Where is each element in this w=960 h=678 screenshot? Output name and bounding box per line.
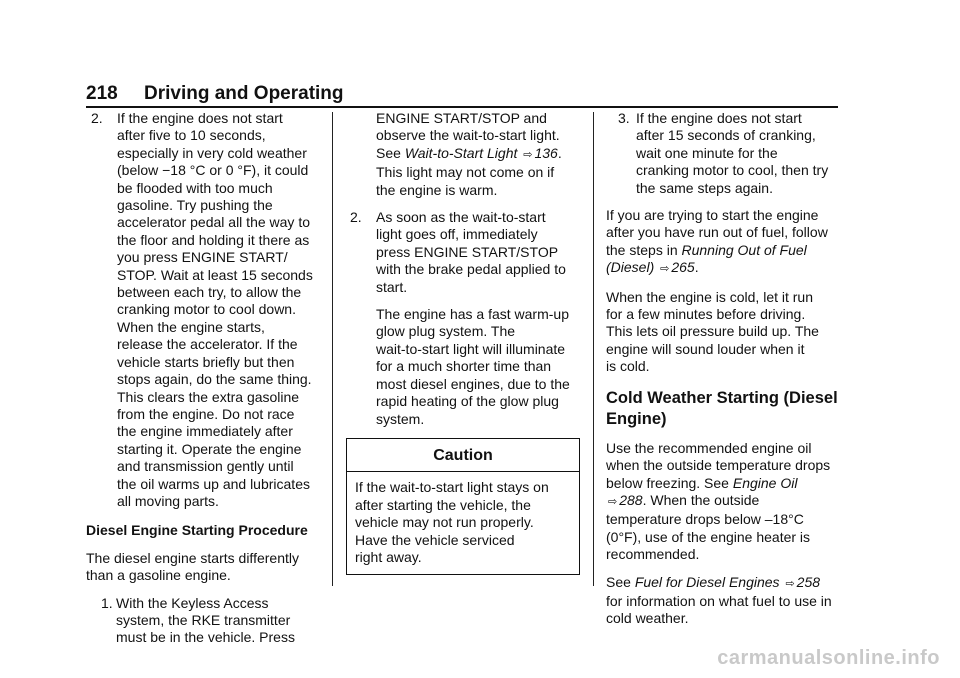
text-line: When the engine starts, [117,318,265,335]
text-line: STOP. Wait at least 15 seconds [117,266,313,283]
text-line: system. [376,410,425,427]
text-line: after 15 seconds of cranking, [636,127,816,144]
text-line: This light may not come on if [376,164,555,181]
text-line: when the outside temperature drops [606,457,831,474]
text-line: wait-to-start light will illuminate [376,340,566,357]
text-line: the floor and holding it there as [117,231,310,248]
text-line: for a few minutes before driving. [606,306,806,323]
text-line: and transmission gently until [117,458,294,475]
text-line: cold weather. [606,610,689,627]
list-item-1-continued [346,110,584,199]
list-number: 2. [350,209,362,226]
page-ref[interactable]: 265 [671,259,695,276]
list-item-2-wait-light [346,209,584,296]
text-line: (0°F), use of the engine heater is [606,528,811,545]
xref-wait-to-start-light[interactable]: Wait-to-Start Light [404,144,518,161]
text-line: observe the wait-to-start light. [376,127,560,144]
text-line: cranking motor to cool down. [117,301,296,318]
text-line: wait one minute for the [636,144,778,161]
diesel-fuel-paragraph [606,574,846,628]
text-line: When the engine is cold, let it run [606,288,814,305]
text-line: with the brake pedal applied to [376,261,566,278]
text-line: stops again, do the same thing. [117,371,312,388]
column-3 [606,110,846,628]
list-item-2-gasoline [87,110,324,510]
engine-oil-paragraph [606,440,846,564]
page-header [86,80,838,108]
text-line: If you are trying to start the engine [606,207,819,224]
text-line: system, the RKE transmitter [116,611,291,628]
text-line: See Fuel for Diesel Engines ⇨ 258 [606,573,821,590]
section-title: Driving and Operating [144,83,344,104]
page-ref-arrow-icon: ⇨ [660,263,670,276]
text-line: engine will sound louder when it [606,340,805,357]
engine-cold-paragraph [606,289,846,376]
text-line: gasoline. Try pushing the [117,197,273,214]
list-item-text [636,110,846,197]
xref-running-out-of-fuel[interactable]: Running Out of Fuel [681,241,807,258]
list-item-text [376,209,584,296]
page-ref[interactable]: 288 [619,491,643,508]
list-item-text [117,110,324,510]
text-line: from the engine. Do not race [117,405,295,422]
text-line: cranking motor to cool, then try [636,162,829,179]
list-number: 2. [91,110,103,126]
text-line: the engine immediately after [117,423,293,440]
text-line: start. [376,278,408,295]
text-line: If the wait-to-start light stays on [355,479,549,496]
text-line: between each try, to allow the [117,284,302,301]
text-line: the same steps again. [636,179,773,196]
page-ref[interactable]: 136 [534,144,558,161]
text-line: This clears the extra gasoline [117,388,300,405]
column-2 [346,110,584,575]
text-line: temperature drops below –18°C [606,511,804,528]
column-1 [86,110,324,647]
text-line: vehicle may not run properly. [355,514,534,531]
list-item-3-retry [606,110,846,197]
text-line: be flooded with too much [117,179,273,196]
text-line: the engine is warm. [376,181,498,198]
text-line: press ENGINE START/STOP [376,243,559,260]
caution-body [347,472,579,574]
text-line: Have the vehicle serviced [355,531,515,548]
text-line: (Diesel) ⇨ 265. [606,259,699,276]
text-line: The engine has a fast warm-up [376,306,569,323]
text-line: Use the recommended engine oil [606,439,812,456]
cold-weather-heading [606,388,846,430]
page-ref-arrow-icon: ⇨ [785,577,795,590]
text-line: most diesel engines, due to the [376,375,570,392]
text-line: the oil warms up and lubricates [117,475,310,492]
text-line: rapid heating of the glow plug [376,393,559,410]
list-number: 3. [618,110,630,126]
text-line: See Wait-to-Start Light ⇨ 136. [376,144,562,161]
text-line: all moving parts. [117,492,219,509]
text-line: As soon as the wait-to-start [376,209,546,226]
text-line: starting it. Operate the engine [117,440,302,457]
list-number: 1. [101,594,113,611]
heading-line: Cold Weather Starting (Diesel [606,388,838,407]
text-line: (below −18 °C or 0 °F), it could [117,162,309,179]
caution-title: Caution [347,439,579,472]
text-line: for information on what fuel to use in [606,592,832,609]
list-item-text [116,595,324,647]
out-of-fuel-paragraph [606,207,846,279]
text-line: must be in the vehicle. Press [116,629,295,646]
xref-fuel-for-diesel[interactable]: Fuel for Diesel Engines [634,573,780,590]
text-line: after starting the vehicle, the [355,496,531,513]
text-line: The diesel engine starts differently [86,549,299,566]
column-divider [593,112,594,586]
text-line: the steps in Running Out of Fuel [606,241,807,258]
text-line: ENGINE START/STOP and [376,110,547,126]
list-item-1-keyless [86,595,324,647]
text-line: If the engine does not start [636,110,802,126]
text-line: If the engine does not start [117,110,283,126]
text-line: recommended. [606,546,700,563]
text-line: accelerator pedal all the way to [117,214,310,231]
text-line: This lets oil pressure build up. The [606,323,819,340]
text-line: light goes off, immediately [376,226,538,243]
caution-box [346,438,580,575]
page-ref-arrow-icon: ⇨ [608,495,618,508]
diesel-procedure-heading: Diesel Engine Starting Procedure [86,522,308,539]
page-ref-arrow-icon: ⇨ [523,148,533,161]
text-line: vehicle starts briefly but then [117,353,295,370]
text-line: right away. [355,548,422,565]
text-line: after you have run out of fuel, follow [606,224,828,241]
text-line: ⇨ 288. When the outside [608,491,760,508]
xref-running-out-of-fuel-cont[interactable]: (Diesel) [606,259,655,276]
page-number: 218 [86,83,118,104]
site-watermark: carmanualsonline.info [717,647,940,669]
heading-line: Engine) [606,409,667,428]
text-line: glow plug system. The [376,323,516,340]
text-line: is cold. [606,358,650,375]
text-line: below freezing. See Engine Oil [606,474,798,491]
page-ref[interactable]: 258 [796,573,821,590]
text-line: release the accelerator. If the [117,336,298,353]
xref-engine-oil[interactable]: Engine Oil [732,474,798,491]
column-divider [332,112,333,586]
text-line: than a gasoline engine. [86,567,231,584]
glow-plug-paragraph [346,306,584,428]
text-line: especially in very cold weather [117,144,307,161]
text-line: for a much shorter time than [376,358,552,375]
text-line: you press ENGINE START/ [117,249,288,266]
text-line: With the Keyless Access [116,594,269,611]
text-line: after five to 10 seconds, [117,127,266,144]
